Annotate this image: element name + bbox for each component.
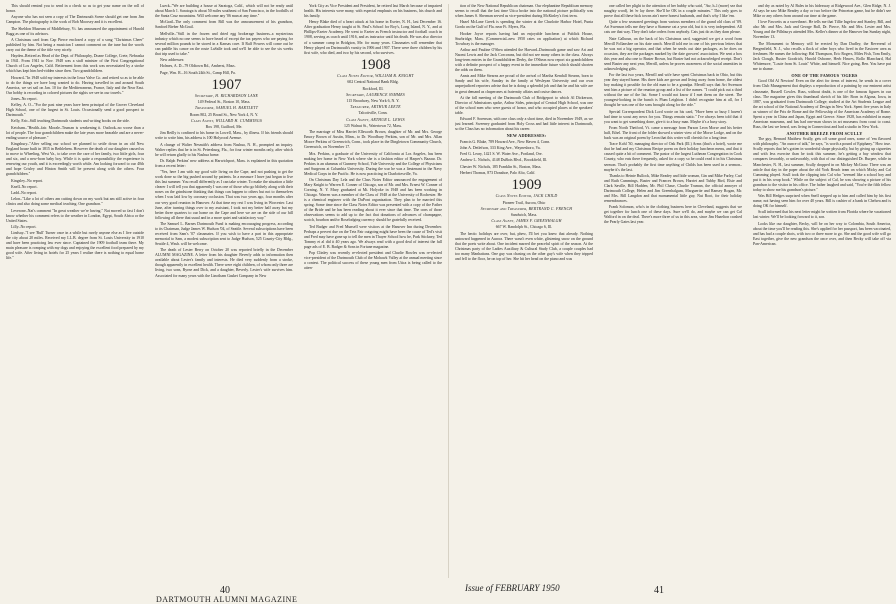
class-address-line: Rockford, Ill.: [362, 86, 384, 91]
class-address-line: Box 198, Guilford, Me.: [205, 125, 243, 130]
note-paragraph: Pop Clinley was recently re-elected president and Charlie Bowles was re-elected vice-president of the Dartmouth Club of the Mohawk Valley at the annual meeting since a contest. The political success of these young men from Utica is being called to the atten-: [304, 250, 442, 271]
note-paragraph: Looks like our daughter, Becky, will be on her way to Colombia, South America, about the time you'll be reading this. She's applied for her passport, has been vaccinated, and has had a couple shots, with two or three more to go. She and the good wife will go East together, give the new grandson the once over, and then Becky will take off via Pan-American.: [753, 221, 891, 246]
class-year-heading: 1907: [211, 76, 242, 93]
note-paragraph: Jim Reilly is confined to his home in Lowell, Mass., by illness. If his friends should write to write him, his address is 100 Holyrood Avenue.: [155, 131, 293, 141]
note-paragraph: Kelley, A. O.–"For the past nine years have been principal of the Grover Cleveland High School, one of the largest in St. Louis. Occasionally send a good prospect to Dartmouth.": [6, 103, 144, 118]
gutter: [448, 4, 449, 578]
class-officer-line: Secretary, LAURENCE SYMMES: [346, 92, 405, 97]
note-paragraph: Nate Calhoun, on the back of his Christmas card, suggested we get a word from Merrill Follansbee on his date ranch. Merrill told me in one of his previous letters that he was not a big operator, and that when he sends out date packages, as he does on occasion, they are the packages marked by the date growers' association. We sent a box this year and also one to Buster Brown, but Buster had not acknowledged receipt. Don't send Buster any next year, Merrill, unless he proves awareness of the social amenities in acknowledging gifts.: [604, 36, 742, 71]
right-column-2: [604, 4, 742, 574]
note-paragraph: I love Fawcetts as a sweetheart. He tells me that Tillie Ingelow and Stanley, Bill, and also Mr. and Mrs. Jack and George Ball, Dr. Pierce, Mr. and Mrs. Lester and Mrs. Young and the Pillsburys attended Mrs. Keller's dinner at the Hanover Inn Sunday night, November 13.: [753, 20, 891, 40]
note-paragraph: Lelon–"Like a lot of others am cutting down on my work but am still active in four clinics and also doing some medical teaching. One grandson.": [6, 197, 144, 207]
note-paragraph: Kingsbury–"After selling our school we planned to settle down in an old New England house built in 1815 in Bethlehem. However the death of our daughter caused us to move to Wheeling, West Va., to take over the care of her family, two little girls, four and six, and a new-born baby boy. While it is quite a responsibility the experience is renewing our youth, and it is exceedingly worth while. Am looking forward to our 40th and hope Crisley and Hinton Smith will be present along with the others. Four grandchildren.": [6, 142, 144, 177]
note-paragraph: Kelly, Eric–Still teaching Dartmouth students and writing books on the side.: [11, 119, 130, 124]
note-paragraph: Andrew L. Nichols, 4148 DuBois Blvd., Brookfield, Ill.: [460, 158, 548, 163]
note-paragraph: The death of Lester Berry on October 20 was reported briefly in the December ALUMNI MAGAZINE. A letter from his daughter Beverly adds to information then available about Lester's family and interests. He died very suddenly from a stroke, though apparently in excellent health. There were eight children, of whom only three are living, two sons, Byrne and Dick, and a daughter, Beverly. Lester's wife survives him. Associated for many years with the Linotham Gasket Company in New: [155, 248, 293, 278]
note-paragraph: Special Correspondent Dick Lord wrote on his card, "Have been so busy I haven't had time to scout any news for you. Things remain static." I've always been told that if you want to get something done, give it to a busy man. Maybe it's a busy story.: [604, 109, 742, 124]
note-paragraph: Arthur and Pauline O'Shea attended the Harvard–Dartmouth game and saw Art and Naomi Lewis and the Jack Corcorans, but did not see many others in the class. Always long-term entries in the Grandchildren Derby, the O'Sheas now report six grandchildren with a definite prospect of a happy event in the immediate future which should shorten the odds on them.: [455, 47, 593, 73]
note-paragraph: At the fall meeting of the Dartmouth Club of Bridgeport to which Al Dickerson, Director of Admissions spoke, Arthur Sides, principal of Central High School, was one of the school men who were guests of honor, and who occupied places at the speakers' table.: [455, 95, 593, 115]
note-paragraph: Lindsay–"I see 'Bull' Turner once in a while but rarely anyone else as I live outside the city about 20 miles. Received my LL.B. degree from St. Louis University in 1910 and have been practicing law ever since. Captained the 1909 football team there. My main pleasure is romping with my dogs and enjoying the excellent food prepared by my good wife. After living in hotels for 25 years I realize there is nothing to equal home life.": [6, 231, 144, 261]
note-paragraph: Hooker Joyce reports having had an enjoyable luncheon at Publick House, Sturbridge, Mass. (Commercial–new 1950 rates on application) at which Richard Trowbray is the manager.: [455, 31, 593, 46]
note-paragraph: For the last two years, Merrill and wife have spent Christmas back in Ohio, but this year they stayed home. His three kids are grown and living away from home, the oldest boy making it possible for the old man to be a grandpa. Merrill says that Art Swenson sent him a picture of the reunion group and a list of the names. "I could pick out a third without the use of the list. Some I would not know if I met them on the street. The youngest-looking in the bunch is Plum Leighton. I didn't recognize him at all, for I thought he was one of the sons brought along for the ride.": [604, 73, 742, 108]
note-paragraph: Hazel McLane Greek is spending the winter at the Charlotte Harbor Hotel, Punta Gorda on the Gulf of Fla. near Ft. Myers, Fla.: [455, 20, 593, 30]
class-officer-line: Class Agent, ARTHUR L. LEWIS: [346, 117, 405, 122]
section-subheading: ONE OF THE FAMOUS 'OGERS: [791, 73, 858, 79]
right-page: [455, 4, 891, 596]
note-paragraph: Hayden–Retired as Head of the Dept. of Philosophy, Doane College, Crete, Nebraska in 1941. From 1941 to Nov. 1948 was a staff minister of the First Congregational Church of Los Angeles, Calif. Retirement from this work was necessitated by a stroke which has kept him bed-ridden since then. Two grandchildren.: [6, 54, 144, 74]
note-paragraph: A change of Walter Nesmith's address from Nashua, N. H., prompted an inquiry. Walter replies that he is in St. Petersburg, Fla., for four winter months only, after which he will return gladly to his Nashua home.: [155, 142, 293, 157]
class-address-line: Talcottville, Conn.: [358, 111, 388, 116]
note-paragraph: Trace Kohl '30, managing director of Oak Park (Ill.) Arms (that's a hotel), wrote me that he had and my Christmas Recipe poem on their holiday luncheon menu, and that it caused quite a bit of comment. The pastor of the largest Lutheran Congregation in Cook County, who eats there frequently, asked for a copy so he could read it in his Christmas sermon. That's probably the first time anything of Childs has been used in a sermon–maybe it's the last.: [604, 142, 742, 172]
note-paragraph: Thanks to Heinie Bullock, Mike Readey and little woman, Gin and Mike Farley, Carl and Ruth Cummings, Buster and Frances Brown, Harriet and Tubby Bird, Elsie and Clark Saville, Bill Hadden, Mr. Phil Chase, Charlie Truman, the official annoyer of Dartmouth College, Helen and Jim Greenhalgum, Marguerite and Ransey Rogan, Mr. and Mrs. Bill Langdon and that monumental little guy, Nut Root, for their holiday remembrances.: [604, 173, 742, 204]
class-officer-line: Secretary, H. RICHARDSON LANE: [194, 93, 259, 98]
class-address-line: 149 Federal St., Boston 10, Mass.: [197, 100, 251, 105]
note-paragraph: Howard–"In 1948 sold my interests in the Iowa Valve Co. and retired so as to be able to do the things we have long wanted to do. Having travelled in and around South America, we set sail on Jan. 10 for the Mediterranean, France, Italy and the Near East. Our hobby is recording in colored pictures the sights we see in our travels.": [6, 75, 144, 95]
note-paragraph: Holmes, A. D.–79 Oldtown Rd., Amherst, Mass.: [160, 64, 236, 69]
note-paragraph: Kingsley–No report.: [11, 178, 43, 183]
note-paragraph: Page, Wm. R.–16 South 24th St., Camp Hill, Pa.: [160, 70, 236, 75]
note-paragraph: Mellville–"Still in the frozen and dried egg brokerage business–a mysterious industry which no one seems to have heard of except the tax payers who are paying for several million pounds to be stored in a Kansas cave. If Ralf Powers will come out he can paddle his canoe on the route LaSalle took and we'll be able to see the six weeks that trip used to take.": [155, 31, 293, 56]
note-paragraph: Ketcham–"Health–fair. Morale–Truman is weakening it. Outlook–no worse than a lot of people. The four grandchildren make the late years more bearable and are a never-ending source of pleasure.": [6, 125, 144, 140]
note-paragraph: Leverone–Nat's comment "In great weather we're having." Nat moved so fast I don't know whether his comment refers to the weather in London, Egypt, South Africa or the United States.: [6, 208, 144, 223]
left-page: [6, 4, 442, 604]
note-paragraph: A Christmas card from Cap Pierce enclosed a copy of a song "Christmas Cheer" published by him. Not being a musician I cannot comment on the tune but the words carry out the theme of the title very nicely.: [6, 37, 144, 52]
note-paragraph: Edward F. Sorenson, with one class only a short time, died in November 1949, as we just learned. Sweeney graduated from Holy Cross and had little interest in Dartmouth, so the Class has no information about his career.: [455, 117, 593, 132]
note-paragraph: one called her plight to the attention of her hubby who said, "Aw, h–l (more) sez that naughty word), let 'er lay there. She'll be OK in a couple minutes." This only goes to prove that all these hick towns ain't mere honest husbands, and that's why I like 'em.: [604, 4, 742, 19]
note-paragraph: From North Thetford, Vt. came a message from Parson Leon Morse and his better half, Ethel. The front of the folder showed a winter view of the Morse Lodge, and on the back was an original poem by Leon that this writer will cherish for a long time.: [604, 126, 742, 141]
note-paragraph: On Christmas Day Lela and the Class Notes Editor announced the engagement of Mary Knight to Warren E. Conner of Chicago, son of Mr. and Mrs. Ernest W. Conner of Corning, N. Y. Mary graduated at Mt. Holyoke in 1948 and has been working in Chicago. Warren was a member of the Class of 1948 at the University of Rochester. He is a chemical engineer with the DuPont organization. They plan to be married this spring. Some time since the Class Notes Editor was presented with a copy of the Father of the Bride and he has been reading about it ever since that time. The cons of those observations seems to add up to the fact that donations of advances of champagne, scotch, bourbon and/or Roselodging currency should be gratefully received.: [304, 177, 442, 223]
note-paragraph: Chester W. Nichols, 185 Franklin St., Boston, Mass.: [460, 164, 542, 169]
class-year-heading: 1908: [360, 56, 391, 73]
note-paragraph: John A. Detlefson, 333 King Ave., Waynesboro, Va.: [460, 145, 541, 150]
note-paragraph: Knell–No report.: [11, 184, 38, 189]
class-year-heading: 1909: [511, 177, 542, 194]
class-officer-line: Class Notes Editor, JACK CHILD: [495, 194, 558, 199]
class-officer-line: Secretary and Treasurer, BERTRAND C. FRENCH: [480, 206, 573, 211]
class-address-line: 667 W. Randolph St., Chicago 6, Ill.: [495, 225, 553, 230]
note-paragraph: New addresses:: [160, 58, 185, 63]
left-column-1: [6, 4, 144, 574]
note-paragraph: The Samuel L. Barnes Dartmouth Fund is making encouraging progress, according to its Chairman, Judge James W. Hudson '04, of Seattle. Several subscriptions have been received from Sam's '07 classmates. If you wish to have a part in this appropriate memorial to Sam, a modest subscription sent to Judge Hudson, 525 County-City Bldg., Seattle 4, Wash. will be welcome.: [155, 221, 293, 247]
right-footer: Issue of FEBRUARY 1950: [465, 583, 560, 593]
note-paragraph: The guy, Bernard Matthew Scully, gets off some good ones, some of 'em flavored with philosophy. "An ounce of talk," he says, "is worth a pound of Epiphany." How true. Scully reports that he's gotten in wonderful shape physically, but by giving up cigarettes and with less exercise than he took this summer, he's getting a bay window that compares favorably, or unfavorably, with that of our distinguished Dr. Burpee, while in Manchester, N. H., last summer, Scully dropped in on Mickey McGraw. There was an article that day in the paper about the old York Beach team on which Micky and Cal Cumming played. Scull took the clipping into Cal who "seemed like a school boy and put it in his wrap book." While on the subject of Cal, he was showing a picture of his grandson to the visitor in his office. The father laughed and said, "You're the fifth fellow today to show me his grandson's picture.": [753, 137, 891, 192]
note-paragraph: Lilly–No report.: [11, 224, 37, 229]
note-paragraph: McGrail–The only comment from Bill was the announcement of his grandson, Sanford Bieber McGrail.: [155, 20, 293, 30]
section-subheading: NEW ADDRESSES:: [506, 133, 547, 139]
note-paragraph: Good Old Al Newton! Even on the alert for items of interest, he sends in a cover from Club Management that displays a reproduction of a painting by our eminent artist classmate, Russell Cowles. Russ, without doubt, is one of the famous figures in our class. The magazine gives this thumbnail sketch of his life: Born in Algona, Iowa, in 1887, was graduated from Dartmouth College; studied at the Art Students League and the art school of the National Academy of Design in New York. Spent five years in Italy as winner of the Prix de Rome and the Fellowship of the American Academy of Rome. Spent a year in China and Japan, Egypt and Greece. Since 1928, has exhibited in many American museums, and has had one-man shows in art museums from coast to coast. Russ, the last we heard, was living in Connecticut and had a studio in New York.: [753, 79, 891, 129]
class-officer-line: Treasurer, ARTHUR LEETE: [350, 105, 401, 110]
left-column-2: [155, 4, 293, 574]
class-address-line: Room 802, 25 Broad St., New York 4, N. Y.: [189, 112, 259, 117]
note-paragraph: Mrs. Perkins, a graduate of the University of California at Los Angeles, has been making her home in New York where she is a fashion editor of Harper's Bazaar. Dr. Perkins is an alumnus of Gunnery School, Yale University and the College of Physicians and Surgeons at Columbia University. During the war he was a lieutenant in the Navy Medical Corps in the Pacific. He is now practicing in Charlottesville, Va.: [304, 151, 442, 176]
note-paragraph: The hectic holidays are over, but, phew, I'll bet you knew that already. Nothing untoward happened in Aurora. There wasn't even white, glistening snow on the ground that the poets write about. One incident marred the peaceful spirit of the season. At the Christmas party of the Ladies Auxiliary & Cultural Study Club, a couple couples had too many Manhattans. One guy was chasing on the other guy's wife when they tripped and fell to the floor, he on top of her. She hit her head on the piano and was: [455, 231, 593, 261]
class-officer-line: Class Agent, WILLARD H. CUMMINGS: [190, 118, 263, 123]
note-paragraph: Was Bill Hedges surprised when Snell stepped up to him and called him by his first name, not having seen him for over 40 years. Bill is cashier of a bank in Chelsea and is doing OK for himself.: [753, 194, 891, 209]
note-paragraph: Dr. Ralph Perkins' new address at Harwichport, Mass. is explained in this quotation from a recent letter:: [155, 158, 293, 168]
class-address-line: 125 Walnut St., Watertown 72, Mass.: [344, 123, 402, 128]
note-paragraph: Ladd–No report.: [11, 191, 37, 196]
note-paragraph: This should remind you to send in a check so as to get your name on the roll of honor.: [6, 4, 144, 14]
class-officer-line: Class Agent, JAMES F. GREENHALGH: [491, 219, 562, 224]
note-paragraph: The Sheldon Museum of Middlebury, Vt. has announced the appointment of Harold Bugg as one of its advisors.: [6, 26, 144, 36]
right-page-number: 41: [654, 585, 664, 596]
right-column-1: [455, 4, 593, 574]
note-paragraph: Frank Solomon, who's in the clothing business here in Cleveland, suggests that we get together for lunch one of these days. Sure we'll do, and maybe we can get Cal Walford in on the deal. There's more three of us in this area, since Jim Hazelton crashed the Pearly Gates last year.: [604, 205, 742, 225]
right-column-3: [753, 4, 891, 574]
note-paragraph: The marriage of Miss Harriet Ellsworth Brown, daughter of Mr. and Mrs. George Emory Brown of Austin, Minn., to Dr. Woodbury Perkins, son of Mr. and Mrs. Allan Moore Perkins of Greenwich, Conn., took place in the Dingletown Community Church, Greenwich, on November 17.: [304, 130, 442, 150]
note-paragraph: "Yes, here I am with my good wife living on the Cape, and not pushing to get the work done so the big pushed around by patients. In a measure I have just begun to live this last summer. You recall differently as I can take winter. To make the situation a little clearer I will tell you that apparently I was one of those who go blithely along with their noses on the grindstone thinking that things can happen to others but not to themselves when I was laid low by coronary occlusion. That was two years ago, four months after our very good reunion in Hanover. At that time my rest I was living in Worcester. Last June, after turning things over to my assistant, I took not my better half away but my better three quarters to our home on the Cape and here we are on the side of our hill following all there that usual and in a more quiet and satisfactory way.": [155, 170, 293, 220]
note-paragraph: Fred G. Leary, 1421 S. W. Water Ave., Portland, Ore.: [460, 152, 543, 157]
note-paragraph: Herbert Thomas, 873 Donahoe, Palo Alto, Calif.: [460, 170, 536, 175]
note-paragraph: Quite a few seasoned greetings from various members of the grand old class of '09. Art Swenson tells me they have a Siamese cat a year old, but it is very independent. All cats are that way. They don't take orders from anybody. Cats just do as they darn please.: [604, 20, 742, 35]
note-paragraph: Annis and Mike Stearns are proud of the arrival of Martha Kendall Stearns, born to Sandy and his wife, Sunday in the family at Wesleyan University and our own unprejudiced reporters advise that he is doing a splendid job and that he and his wife are in great demand as chaperones at fraternity affairs and cruise dances.: [455, 74, 593, 94]
note-paragraph: and dry as noted by Al Bales in his hideaway at Ridgewood Ave., Glen Ridge, N. J. Al says he saw Mike Readey a day or two before the Princeton game, but he didn't see Mike or any others from around our time at the game.: [753, 4, 891, 19]
left-column-3: [304, 4, 442, 574]
note-paragraph: Anyone who has not seen a copy of The Dartmouth Scene should get one from Jim Campion. The photography is the work of Bob Moorsey and it is excellent.: [6, 15, 144, 25]
class-officer-line: Treasurer, SAMUEL H. BARTLETT: [194, 106, 259, 111]
class-address-line: 115 Broadway, New York 6, N. Y.: [346, 98, 400, 103]
note-paragraph: tion of the New National Republican chairman. Our elephantine Republican memory seems to recall that the last time Utica broke into the national picture politically was when James S. Sherman served as vice-president during McKinley's first term.: [455, 4, 593, 19]
note-paragraph: The Monument to Memory will be erected by Dan Dudley, the Reverend of Bergenfield, N. J., who recalls a flock of other boys who lived in the Eastover area as freshmen. He names the following: Hal Thompson, Eric Rogers, Miles Fish, Tom Emily, Jack Clough, Buster Goodrich, Harold Osborne, Herb Hawes, Rollo Blanchard, Hal Whitemore, "Louie from St. Louis" White, and himself. Nice going, Ben. You have put me to shame.: [753, 41, 891, 71]
class-address-line: Sandwich, Mass.: [510, 212, 538, 217]
note-paragraph: Ted Badger and Fred Munsell were visitors at the Hanover Inn during December. Perhaps a pervert due on the Tetz Fair outgoing might have been the cause of Ted's visit and Fred may have gone up to tell the men in Thayer School how he, Park Stickney, Ted Tommy et al did it 40 years ago. We always read with a good deal of interest the full page ads of E. B. Badger & Sons in Fortune magazine.: [304, 224, 442, 249]
note-paragraph: York City as Vice President and President, he retired last March because of impaired health. His interests were many, with especial emphasis on his business, his church and his family.: [304, 4, 442, 19]
class-address-line: Pioneer Trail, Aurora, Ohio: [502, 200, 546, 205]
note-paragraph: Jones–No report.: [11, 96, 38, 101]
left-page-number: 40: [220, 585, 230, 596]
note-paragraph: Scull informed that his next letter might be written from Florida where he vacationed last winter. We'll be looking forward to it, son.: [753, 210, 891, 220]
left-footer: DARTMOUTH ALUMNI MAGAZINE: [156, 595, 298, 604]
class-officer-line: Class Notes Editor, WILLIAM B. KNIGHT: [337, 74, 414, 79]
section-subheading: ANOTHER BREEZE FROM SCULLY: [786, 131, 863, 137]
note-paragraph: Lueck–"We are building a house at Saratoga, Calif., which will not be ready until about March 1. Saratoga is about 50 miles southeast of San Francisco, in the foothills of the Santa Cruz mountains. Will welcome any '06 man at any time.": [155, 4, 293, 19]
class-address-line: 602 Central National Bank Bldg.: [347, 80, 399, 85]
note-paragraph: Henry Blake died of a heart attack at his home in Exeter, N. H., last December 16. After graduation Henry taught at St. Paul's School for Boy's, Long Island, N. Y., and at Phillips-Exeter Academy. He went to Exeter as French instructor and football coach in 1908, serving as coach until 1916, and as instructor until his death. He was also director of a summer camp in Bridgton, Me. for many years. Classmates will remember that Henry played on Dartmouth's varsity in 1906 and 1907. There were three children by his first wife, who died, and two by his second, who survives.: [304, 20, 442, 55]
note-paragraph: Francis G. Blake, 789 Howard Ave., New Haven 4, Conn.: [460, 139, 551, 144]
